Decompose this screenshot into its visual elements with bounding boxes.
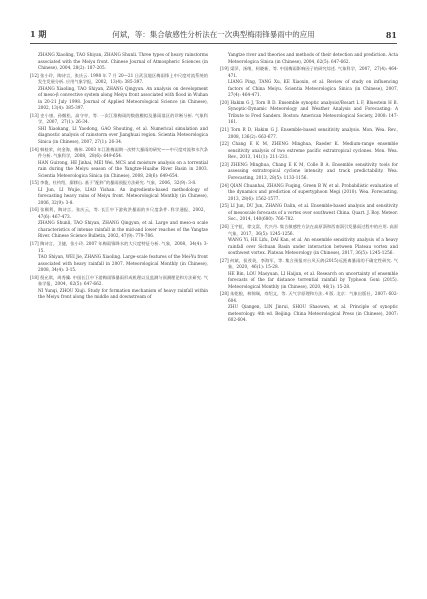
reference-entry bbox=[220, 291, 398, 324]
reference-entry bbox=[220, 224, 398, 257]
reference-entry bbox=[220, 258, 398, 291]
reference-text-en: SHI Xiaokang, LI Yaodong, GAO Shouting, et al. Numerical simulation and diagnostic analysis of rainstorm over Jianghuai region. Scientia Meteorologica Sinica (in Chinese), 2007, 27(1): 26-34. bbox=[38, 125, 208, 144]
reference-text-en: WANG Yi, HE Lifu, DAI Kan, et al. An ensemble sensitivity analysis of a heavy rainfall over Sichuan Basin under interaction between Plateau vortex and southwest vortex. Plateau Meteorology (in Chinese), 2017, 36(5): 1245-1256. bbox=[228, 237, 398, 255]
reference-text-primary: [25] LI Jun, DU Jun, ZHANG Dalin, et al. Ensemble-based analysis and sensitivity of mesoscale forecasts of a vortex over southwest China. Quart. J. Roy. Meteor. Soc., 2014, 140(680): 766-782. bbox=[220, 203, 398, 222]
reference-text-primary: [14] 韩桂荣，何金海，梅伟. 2003 年江淮梅雨期一次特大暴雨的研究——中尺度对流和水汽条件分析. 气象科学，2008，28(6): 649-654. bbox=[30, 146, 208, 159]
reference-text-en: Yangtze river and theories and methods of their detection and prediction. Acta Meteorologica Sinica (in Chinese), 2004, 62(5): 647-662. bbox=[228, 52, 398, 64]
reference-entry bbox=[220, 162, 398, 182]
reference-entry bbox=[220, 141, 398, 161]
reference-entry bbox=[220, 203, 398, 223]
reference-continuation bbox=[30, 52, 208, 72]
reference-text-primary: [16] 张顺利，陶诗言，张庆云，等. 长江中下游致洪暴雨的多尺度条件. 科学通报，2002，47(6): 467-473. bbox=[30, 207, 208, 219]
reference-text-en: HAN Guirong, HE Jinhai, MEI Wei. MCS and moisture analysis on a torrential rain during the Meiyu season of the Yangtze-Huaihe River Basin in 2003. Scientia Meteorologica Sinica (in Chinese), 2008, 28(6): 649-654. bbox=[38, 159, 208, 178]
reference-continuation bbox=[220, 52, 398, 65]
reference-text-primary: [28] 朱乾根，林锦瑞，寿绍文，等. 天气学原理和方法. 4 版. 北京：气象出版社，2007: 602-604. bbox=[220, 291, 398, 303]
reference-text-primary: [24] QIAN Chuanhai, ZHANG Fuqing, Green B W, et al. Probabilistic evaluation of the dynamics and prediction of supertyphoon Megi (2010). Wea. Forecasting, 2013, 28(6): 1562-1577. bbox=[220, 182, 398, 201]
reference-text-en: ZHANG Xiaoling, TAO Shiyan, ZHANG Shunli. Three types of heavy rainstorms associated with the Meiyu front. Chinese Journal of Atmospheric Sciences (in Chinese), 2004, 28(2): 187-205. bbox=[38, 52, 208, 70]
reference-text-primary: [13] 史小康，孙继松，高守亭，等. 一次江淮梅雨的数值模拟及暴雨落区的诊断分析. 气象科学，2007，27(1): 26-34. bbox=[30, 112, 208, 125]
reference-entry bbox=[220, 183, 398, 203]
reference-text-primary: [18] 倪允琪，周秀骥. 中国长江中下游梅雨锋暴雨形成机理以及监测与预测理论和方法研究. 气象学报，2004，62(5): 647-662. bbox=[30, 274, 208, 287]
reference-text-primary: [22] Chang E K M, ZHENG Minghua, Raeder K. Medium-range ensemble sensitivity analysis of two extreme pacific extratropical cyclones. Mon. Wea. Rev., 2013, 141(1): 211-231. bbox=[220, 141, 398, 160]
reference-text-primary: [17] 陶诗言，卫捷，张小玲. 2007 年梅雨锋降水的大尺度特征分析. 气象，2008，34(4): 3-15. bbox=[30, 241, 208, 253]
reference-text-en: HE Bin, LOU Maoyuan, LI Haijun, et al. Research on uncertainty of ensemble forecasts of the far distance torrential rainfall by Typhoon Goni (2015). Meteorological Monthly (in Chinese), 2020, 46(1): 15-28. bbox=[228, 270, 398, 289]
reference-text-en: LIANG Ping, TANG Xu, KE Xiaoxin, et al. Review of study on influencing factors of China Meiyu. Scientia Meteorologica Sinica (in Chinese), 2007, 27(4): 464-471. bbox=[228, 79, 398, 98]
reference-entry bbox=[30, 207, 208, 240]
reference-text-primary: [15] 李俊，杜钧绍，廖移山. 基于“配料”的暴雨预报方法研究. 气象，2006，32(9): 3-8. bbox=[30, 180, 197, 186]
reference-text-en: ZHANG Shunli, TAO Shiyan, ZHANG Qingyun, et al. Large and meso-α scale characteristics of intense rainfall in the mid-and lower reaches of the Yangtze River. Chinese Science Bulletin, 2002, 47(9): 779-786. bbox=[38, 220, 208, 239]
reference-text-primary: [26] 王宇虹，徐文富，代兴丹. 集合敏感性方法在高原涡和西南涡引发暴雨过程中的应用. 高原气象，2017，36(5): 1245-1256. bbox=[220, 224, 398, 236]
issue-number: 1 期 bbox=[30, 29, 47, 39]
reference-text-en: NI Yunqi, ZHOU Xiuji. Study for formation mechanism of heavy rainfall within the Meiyu front along the middle and downstream of bbox=[38, 287, 208, 300]
reference-list bbox=[30, 52, 397, 569]
reference-entry bbox=[30, 275, 208, 301]
reference-text-en: LI Jun, LI Wujie, LIAO Yishan. An ingredients-based methodology of forecasting heavy rains of Meiyu front. Meteorological Monthly (in Chinese), 2006, 32(9): 3-8. bbox=[38, 186, 208, 205]
reference-entry bbox=[30, 241, 208, 274]
running-header bbox=[30, 26, 397, 44]
reference-text-primary: [19] 梁萍，汤绪，柯晓新，等. 中国梅雨影响因子的研究综述. 气象科学，2007，27(4): 464-471. bbox=[220, 66, 398, 78]
right-column bbox=[220, 52, 398, 325]
reference-entry bbox=[220, 66, 398, 99]
reference-text-primary: [12] 张小玲，陶诗言，张庆云. 1998 年 7 月 20—21 日武汉地区梅雨锋上中尺度对流系统的发生发展分析. 应用气象学报，2002，13(4): 385-397. bbox=[30, 72, 208, 85]
reference-entry bbox=[220, 100, 398, 126]
reference-text-en: ZHANG Xiaoling, TAO Shiyan, ZHANG Qingyun. An analysis on development of meso-β convective system along Meiyu front associated with flood in Wuhan in 20-21 July 1998. Journal of Applied Meteorological Science (in Chinese), 2002, 13(4): 385-397. bbox=[38, 85, 208, 111]
left-column bbox=[30, 52, 208, 302]
running-title: 何斌，等：集合敏感性分析法在一次典型梅雨锋暴雨中的应用 bbox=[112, 30, 315, 39]
reference-entry bbox=[30, 113, 208, 146]
reference-text-primary: [27] 何斌，侯茂英，李海军，等. 集合预报对台风天鸽(2015)远距离暴雨的不确定性研究. 气象，2020，46(1): 15-28. bbox=[220, 257, 398, 270]
reference-text-primary: [23] ZHENG Minghua, Chang E K M, Colle B A. Ensemble sensitivity tools for assessing extratropical cyclone intensity and track predictability. Wea. Forecasting, 2013, 28(5): 1133-1156. bbox=[220, 161, 398, 180]
reference-text-en: TAO Shiyan, WEI Jie, ZHANG Xiaoling. Large-scale features of the Mei-Yu front associated with heavy rainfall in 2007. Meteorological Monthly (in Chinese), 2008, 34(4): 3-15. bbox=[38, 254, 208, 273]
reference-entry bbox=[30, 73, 208, 112]
reference-text-primary: [20] Hakim G J, Torn R D. Ensemble synoptic analysis//Bosart L F, Bluestein H B. Synoptic-Dynamic Meteorology and Weather Analysis and Forecasting: A Tribute to Fred Sanders. Boston: American Meteorological Society, 2008: 147-161. bbox=[220, 99, 398, 125]
reference-text-primary: [21] Torn R D, Hakim G J. Ensemble-based sensitivity analysis. Mon. Wea. Rev., 2008, 136(2): 663-677. bbox=[220, 127, 398, 139]
page-number: 81 bbox=[385, 30, 397, 40]
reference-entry bbox=[30, 147, 208, 180]
reference-text-en: ZHU Qiangen, LIN Jinrui, SHOU Shaowen, et al. Principle of synoptic meteorology. 4th ed. Beijing: China Meteorological Press (in Chinese), 2007: 602-604. bbox=[228, 304, 398, 323]
reference-entry bbox=[30, 180, 208, 206]
reference-entry bbox=[220, 127, 398, 140]
